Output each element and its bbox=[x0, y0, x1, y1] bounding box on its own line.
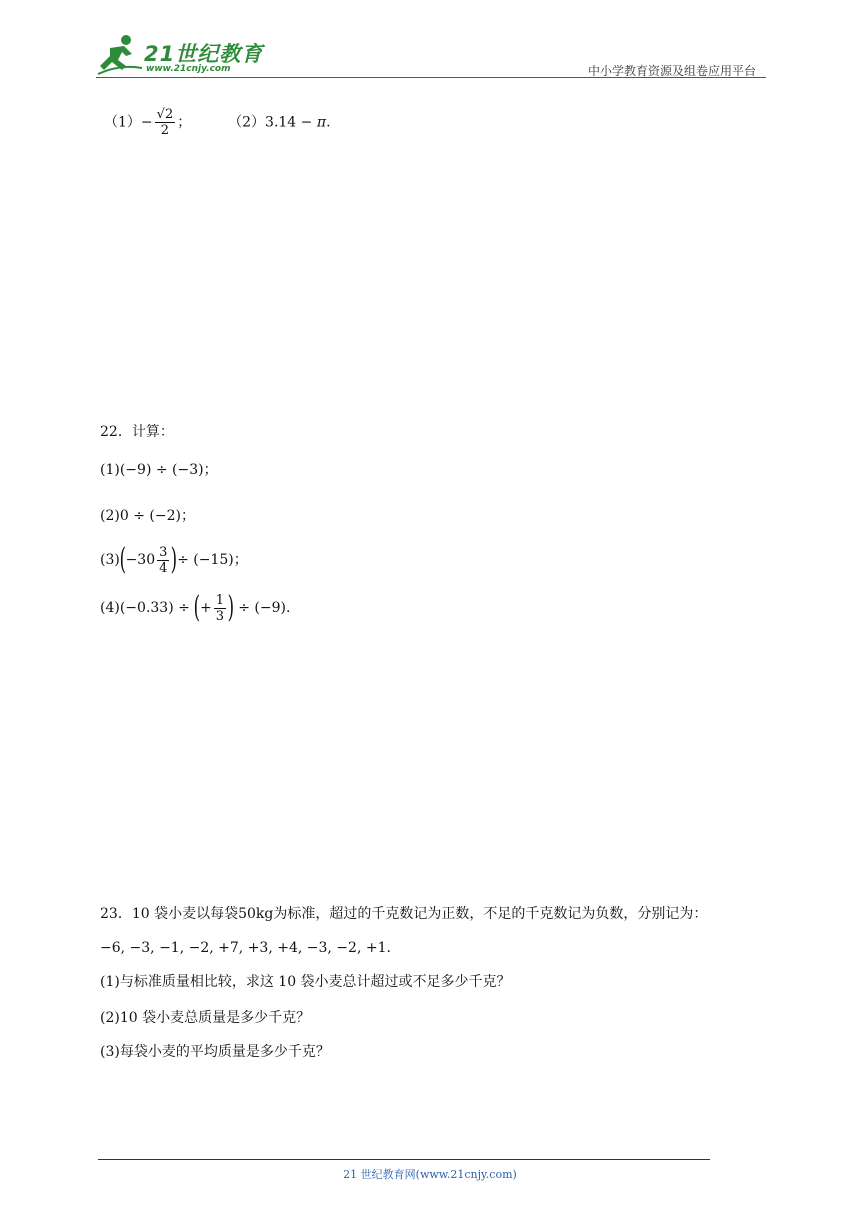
q22-part4-plus: + bbox=[200, 600, 212, 616]
q22-part1 bbox=[100, 460, 218, 480]
q22-part4 bbox=[100, 588, 290, 628]
q22-part3-whole: −30 bbox=[125, 552, 156, 568]
logo-url: www.21cnjy.com bbox=[146, 64, 231, 74]
q23-values-line bbox=[100, 938, 391, 958]
q22-part2 bbox=[100, 506, 195, 526]
q22-part2-label: (2) bbox=[100, 508, 120, 524]
q23-values: −6, −3, −1, −2, +7, +3, +4, −3, −2, +1 bbox=[100, 940, 387, 956]
q22-part2-expr: 0 ÷ (−2) bbox=[119, 508, 181, 524]
left-paren: ( bbox=[193, 590, 201, 625]
q21-part1-label: （1） bbox=[104, 114, 141, 131]
q21-part1-end: ； bbox=[177, 114, 192, 131]
q21-part2-pi: π bbox=[316, 114, 327, 131]
header-logo bbox=[96, 34, 266, 76]
header-divider bbox=[96, 77, 766, 78]
q23-intro: 23．10 袋小麦以每袋 bbox=[100, 906, 239, 922]
fraction-numerator: 3 bbox=[159, 544, 168, 560]
q21-part2-end: . bbox=[326, 114, 331, 131]
q22-part4-end: . bbox=[285, 600, 291, 616]
q22-part1-label: (1) bbox=[100, 462, 120, 478]
q22-part4-rest: ÷ (−9) bbox=[233, 600, 286, 616]
platform-title: 中小学教育资源及组卷应用平台 bbox=[587, 64, 756, 78]
q21-part2-expr: 3.14 − bbox=[265, 114, 317, 131]
q22-part4-first: (−0.33) ÷ bbox=[119, 600, 195, 616]
footer-divider bbox=[98, 1159, 710, 1160]
q23-standard-kg: 50kg bbox=[238, 906, 274, 922]
q22-part4-label: (4) bbox=[100, 600, 120, 616]
q22-title: 22．计算： bbox=[100, 424, 174, 440]
q21-part2-label: （2） bbox=[228, 114, 266, 131]
q23-sub2: (2)10 袋小麦总质量是多少千克？ bbox=[100, 1010, 311, 1026]
q23-sub1: (1)与标准质量相比较，求这 10 袋小麦总计超过或不足多少千克？ bbox=[100, 974, 511, 990]
q21-line bbox=[104, 107, 331, 138]
q23-sub3: (3)每袋小麦的平均质量是多少千克？ bbox=[100, 1044, 330, 1060]
q23-intro-rest: 为标准，超过的千克数记为正数，不足的千克数记为负数，分别记为： bbox=[273, 906, 708, 922]
left-paren: ( bbox=[119, 542, 126, 577]
fraction-denominator: 2 bbox=[160, 123, 170, 138]
q21-part1-sign: − bbox=[140, 114, 153, 131]
q22-part1-end: ； bbox=[203, 462, 218, 478]
q23-line1 bbox=[100, 904, 707, 924]
q22-part3-fraction bbox=[157, 545, 169, 576]
q22-part4-fraction bbox=[214, 593, 226, 624]
right-paren: ) bbox=[171, 542, 178, 577]
right-paren: ) bbox=[227, 590, 235, 625]
fraction-numerator: 1 bbox=[215, 592, 225, 608]
q22-part3 bbox=[100, 542, 248, 578]
q22-part1-expr: (−9) ÷ (−3) bbox=[119, 462, 204, 478]
logo-brand: 21世纪教育 bbox=[144, 42, 264, 66]
fraction-numerator: √2 bbox=[156, 107, 174, 122]
q22-part3-label: (3) bbox=[100, 552, 120, 568]
q22-part3-rest: ÷ (−15) bbox=[177, 552, 234, 568]
footer-link[interactable]: 21 世纪教育网(www.21cnjy.com) bbox=[343, 1168, 517, 1181]
q22-part3-end: ； bbox=[233, 552, 248, 568]
runner-logo-icon bbox=[96, 34, 144, 76]
q22-part2-end: ； bbox=[180, 508, 195, 524]
q21-part1-fraction bbox=[155, 107, 176, 138]
fraction-denominator: 4 bbox=[159, 560, 168, 576]
fraction-denominator: 3 bbox=[215, 608, 225, 624]
q23-values-end: . bbox=[386, 940, 391, 956]
